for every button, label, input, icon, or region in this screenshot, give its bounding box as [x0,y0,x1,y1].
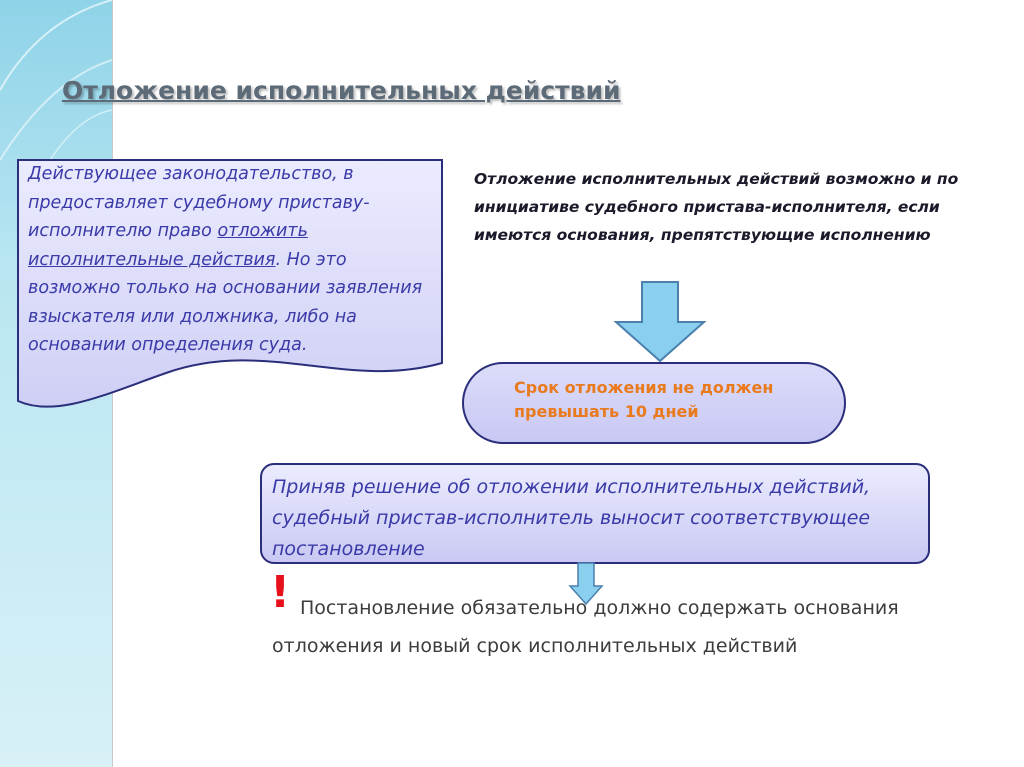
slide-title: Отложение исполнительных действий [62,76,621,105]
legislation-text [28,160,432,360]
legislation-text-part1: Действующее законодательство, в предоставляет судебному приставу-исполнителю право [28,164,370,241]
resolution-note-text: Постановление обязательно должно содержать основания отложения и новый срок исполнительных действий [272,597,899,657]
legislation-text-part2: . Но это возможно только на основании заявления взыскателя или должника, либо на основании определения суда. [28,249,423,355]
legislation-text-underlined: отложить исполнительные действия [28,221,308,270]
decision-text: Приняв решение об отложении исполнительных действий, судебный пристав-исполнитель выносит соответствующее постановление [272,476,871,560]
exclamation-icon: ! [270,567,291,618]
initiative-text: Отложение исполнительных действий возможно и по инициативе судебного пристава-исполнителя, если имеются основания, препятствующие исполнению [474,170,959,244]
term-limit-text: Срок отложения не должен превышать 10 дней [514,378,774,421]
down-arrow-icon [612,280,708,364]
